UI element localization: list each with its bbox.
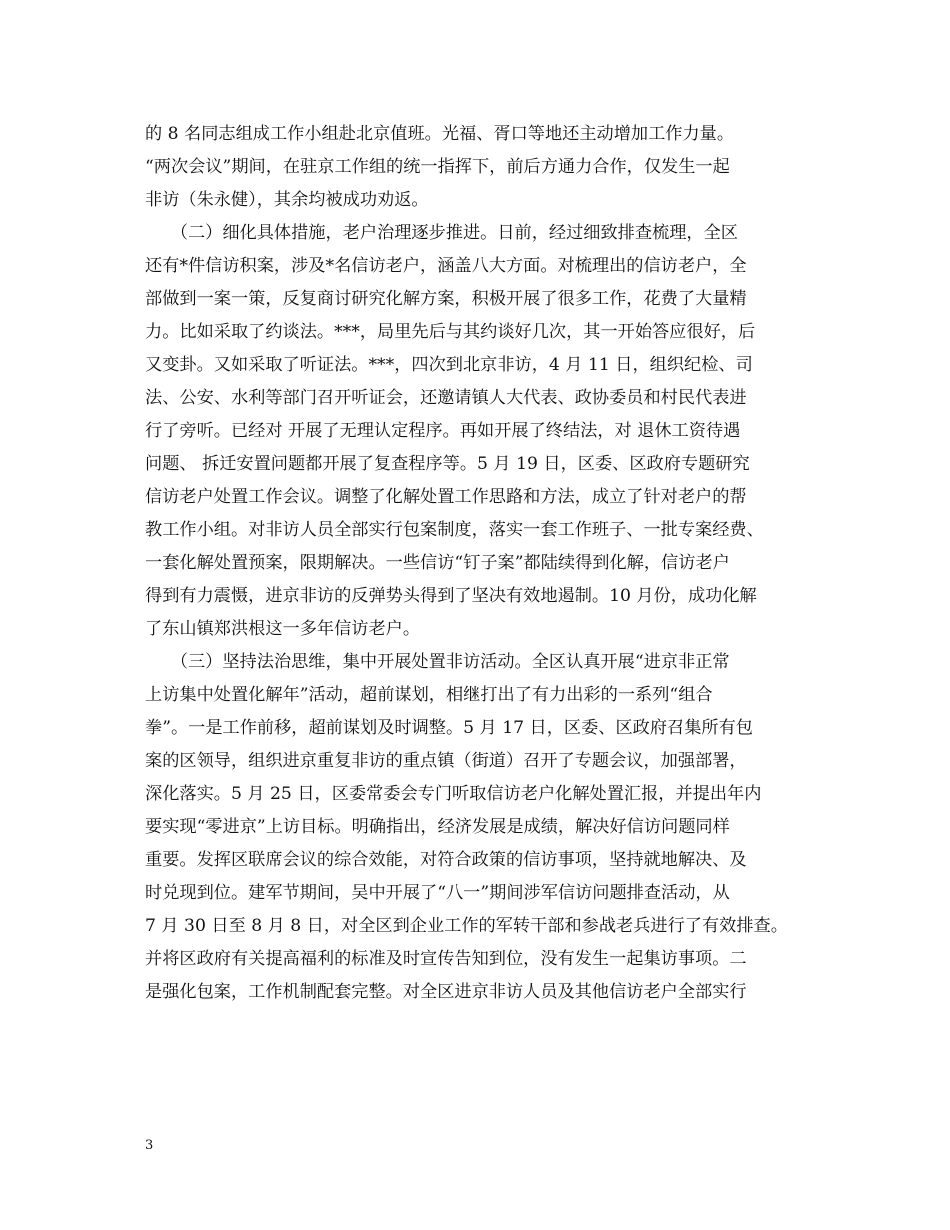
text-line-20: 案的区领导，组织进京重复非访的重点镇（街道）召开了专题会议，加强部署， xyxy=(145,751,747,771)
text-line-15: 得到有力震慑，进京非访的反弹势头得到了坚决有效地遏制。10 月份，成功化解 xyxy=(145,586,757,606)
body-text xyxy=(145,118,800,1009)
text-line-5: 还有*件信访积案，涉及*名信访老户，涵盖八大方面。对梳理出的信访老户，全 xyxy=(145,256,747,276)
text-line-9: 法、公安、水利等部门召开听证会，还邀请镇人大代表、政协委员和村民代表进 xyxy=(145,388,747,408)
text-line-21: 深化落实。5 月 25 日，区委常委会专门听取信访老户化解处置汇报，并提出年内 xyxy=(145,784,762,804)
text-line-12: 信访老户处置工作会议。调整了化解处置工作思路和方法，成立了针对老户的帮 xyxy=(145,487,747,507)
text-line-24: 时兑现到位。建军节期间，吴中开展了“八一”期间涉军信访问题排查活动，从 xyxy=(145,883,730,903)
text-line-3: 非访（朱永健），其余均被成功劝返。 xyxy=(145,190,429,210)
page-number: 3 xyxy=(145,1138,154,1153)
text-line-7: 力。比如采取了约谈法。***，局里先后与其约谈好几次，其一开始答应很好，后 xyxy=(145,322,756,342)
text-line-10: 行了旁听。已经对 开展了无理认定程序。再如开展了终结法，对 退休工资待遇 xyxy=(145,421,741,441)
text-line-11: 问题、 拆迁安置问题都开展了复查程序等。5 月 19 日，区委、区政府专题研究 xyxy=(145,454,750,474)
text-line-25: 7 月 30 日至 8 月 8 日，对全区到企业工作的军转干部和参战老兵进行了有效排查。 xyxy=(145,916,788,936)
text-line-19: 拳”。一是工作前移，超前谋划及时调整。5 月 17 日，区委、区政府召集所有包 xyxy=(145,718,753,738)
text-line-2: “两次会议”期间，在驻京工作组的统一指挥下，前后方通力合作，仅发生一起 xyxy=(145,157,730,177)
text-line-16: 了东山镇郑洪根这一多年信访老户。 xyxy=(145,619,421,639)
text-line-22: 要实现“零进京”上访目标。明确指出，经济发展是成绩，解决好信访问题同样 xyxy=(145,817,730,837)
text-line-14: 一套化解处置预案，限期解决。一些信访“钉子案”都陆续得到化解，信访老户 xyxy=(145,553,730,573)
text-line-18: 上访集中处置化解年”活动，超前谋划，相继打出了有力出彩的一系列“组合 xyxy=(145,685,713,705)
text-line-26: 并将区政府有关提高福利的标准及时宣传告知到位，没有发生一起集访事项。二 xyxy=(145,949,747,969)
text-line-1: 的 8 名同志组成工作小组赴北京值班。光福、胥口等地还主动增加工作力量。 xyxy=(145,124,735,144)
text-line-6: 部做到一案一策，反复商讨研究化解方案，积极开展了很多工作，花费了大量精 xyxy=(145,289,747,309)
text-line-17: （三）坚持法治思维，集中开展处置非访活动。全区认真开展“进京非正常 xyxy=(145,652,730,672)
text-line-27: 是强化包案，工作机制配套完整。对全区进京非访人员及其他信访老户全部实行 xyxy=(145,982,747,1002)
text-line-13: 教工作小组。对非访人员全部实行包案制度，落实一套工作班子、一批专案经费、 xyxy=(145,520,764,540)
text-line-4: （二）细化具体措施，老户治理逐步推进。日前，经过细致排查梳理，全区 xyxy=(145,223,738,243)
text-line-8: 又变卦。又如采取了听证法。***，四次到北京非访，4 月 11 日，组织纪检、司 xyxy=(145,355,753,375)
text-line-23: 重要。发挥区联席会议的综合效能，对符合政策的信访事项，坚持就地解决、及 xyxy=(145,850,747,870)
